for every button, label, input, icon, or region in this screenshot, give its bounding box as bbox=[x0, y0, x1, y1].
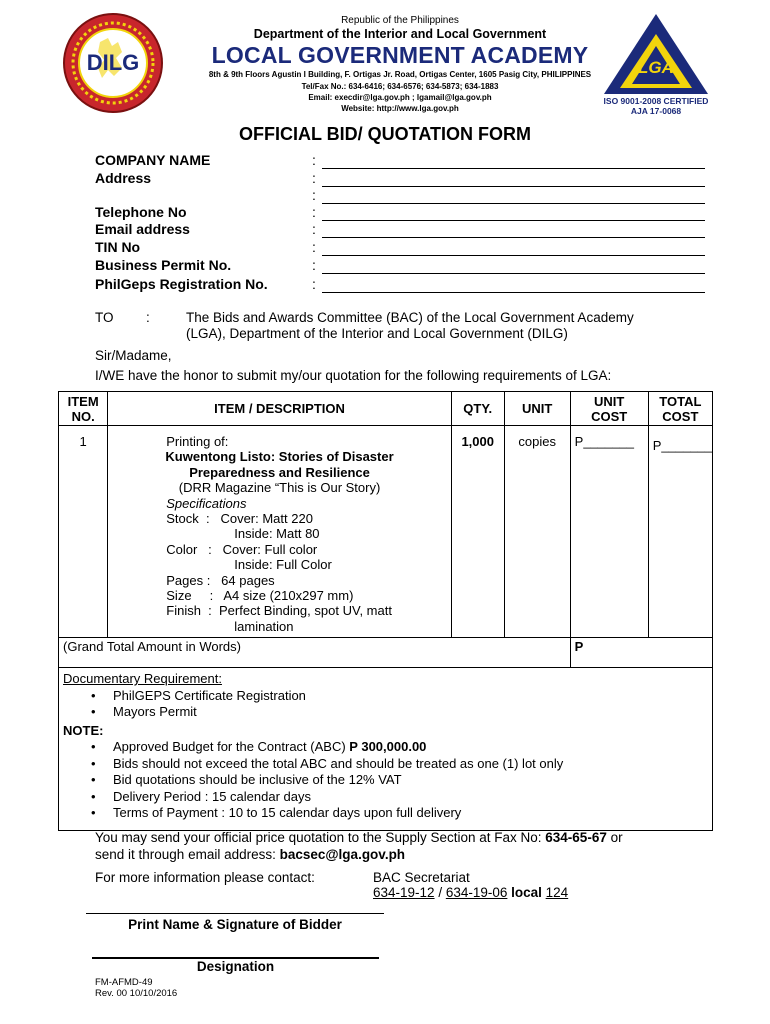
col-unit-cost bbox=[570, 392, 648, 426]
to-line-1: The Bids and Awards Committee (BAC) of the Local Government Academy bbox=[186, 310, 634, 325]
note-label: NOTE: bbox=[63, 722, 104, 738]
agency-address: 8th & 9th Floors Agustin I Building, F. Ortigas Jr. Road, Ortigas Center, 1605 Pasig City, PHILIPPINES bbox=[208, 70, 592, 79]
contact-label: For more information please contact: bbox=[95, 870, 315, 885]
list-item: • PhilGEPS Certificate Registration bbox=[113, 688, 708, 705]
business-permit-field[interactable] bbox=[322, 273, 705, 274]
total-cost-field[interactable]: P_______ bbox=[648, 426, 712, 638]
phone-1: 634-19-12 bbox=[373, 885, 435, 900]
spec-size: Size : A4 size (210x297 mm) bbox=[166, 588, 354, 604]
field-colon: : bbox=[312, 257, 316, 273]
list-item: • Terms of Payment : 10 to 15 calendar days upon full delivery bbox=[113, 805, 708, 822]
spec-pages: Pages : 64 pages bbox=[166, 572, 275, 588]
header-unit-text: UNIT bbox=[594, 393, 625, 409]
local-number: 124 bbox=[545, 885, 569, 900]
field-colon: : bbox=[312, 276, 316, 292]
agency-telfax: Tel/Fax No.: 634-6416; 634-6576; 634-5873; 634-1883 bbox=[301, 82, 499, 91]
address-field-1[interactable] bbox=[322, 186, 705, 187]
address-field-2[interactable] bbox=[322, 203, 705, 204]
department-line: Department of the Interior and Local Government bbox=[253, 27, 547, 41]
signature-label: Print Name & Signature of Bidder bbox=[128, 917, 342, 932]
send-email-text: send it through email address: bbox=[95, 847, 280, 862]
table-row bbox=[59, 426, 713, 638]
email-field[interactable] bbox=[322, 237, 705, 238]
list-item: • Bids should not exceed the total ABC and should be treated as one (1) lot only bbox=[113, 756, 708, 773]
magazine-title-1: Kuwentong Listo: Stories of Disaster bbox=[165, 449, 394, 465]
send-line-2 bbox=[95, 847, 405, 862]
telephone-label: Telephone No bbox=[95, 204, 187, 220]
phone-2: 634-19-06 bbox=[445, 885, 508, 900]
to-label: TO bbox=[95, 310, 114, 325]
notes-list bbox=[63, 739, 708, 822]
magazine-subtitle: (DRR Magazine “This is Our Story) bbox=[178, 480, 381, 496]
spec-color-inside: Inside: Full Color bbox=[234, 557, 332, 573]
grand-total-row bbox=[59, 638, 713, 668]
agency-name: LOCAL GOVERNMENT ACADEMY bbox=[211, 42, 589, 68]
header-no-text: NO. bbox=[71, 408, 95, 424]
business-permit-label: Business Permit No. bbox=[95, 257, 232, 273]
list-item bbox=[113, 739, 708, 756]
send-text: You may send your official price quotation to the Supply Section at Fax No: bbox=[95, 830, 546, 845]
list-item: • Delivery Period : 15 calendar days bbox=[113, 789, 708, 806]
specifications-label: Specifications bbox=[166, 495, 247, 511]
header-cost-text: COST bbox=[662, 408, 699, 424]
address-label: Address bbox=[95, 170, 152, 186]
revision: Rev. 00 10/10/2016 bbox=[95, 988, 178, 999]
col-total-cost bbox=[648, 392, 712, 426]
item-number: 1 bbox=[59, 426, 108, 638]
contact-name: BAC Secretariat bbox=[373, 870, 470, 885]
field-colon: : bbox=[312, 152, 316, 168]
company-name-label: COMPANY NAME bbox=[95, 152, 211, 168]
spec-stock: Stock : Cover: Matt 220 bbox=[166, 511, 313, 527]
printing-of: Printing of: bbox=[166, 434, 229, 449]
col-qty: QTY. bbox=[451, 392, 504, 426]
designation-label: Designation bbox=[196, 959, 275, 974]
iso-number: AJA 17-0068 bbox=[630, 106, 682, 116]
field-colon: : bbox=[312, 221, 316, 237]
unit-value: copies bbox=[504, 426, 570, 638]
republic-line: Republic of the Philippines bbox=[341, 15, 459, 26]
seal-text: DILG bbox=[86, 50, 140, 75]
company-name-field[interactable] bbox=[322, 168, 705, 169]
item-description bbox=[108, 426, 452, 638]
field-colon: : bbox=[312, 170, 316, 186]
philgeps-label: PhilGeps Registration No. bbox=[95, 276, 268, 292]
notes-row bbox=[59, 668, 713, 831]
magazine-title-2: Preparedness and Resilience bbox=[189, 464, 370, 480]
field-colon: : bbox=[312, 187, 316, 203]
requirements-table bbox=[58, 391, 713, 831]
list-item: • Bid quotations should be inclusive of the 12% VAT bbox=[113, 772, 708, 789]
phone-separator: / bbox=[434, 885, 446, 900]
quantity-value: 1,000 bbox=[451, 426, 504, 638]
dilg-seal-logo bbox=[62, 12, 164, 114]
col-description: ITEM / DESCRIPTION bbox=[108, 392, 452, 426]
spec-finish: Finish : Perfect Binding, spot UV, matt bbox=[166, 603, 392, 619]
signature-line[interactable] bbox=[86, 913, 384, 914]
to-colon: : bbox=[146, 310, 150, 325]
agency-website: Website: http://www.lga.gov.ph bbox=[341, 104, 459, 113]
philgeps-field[interactable] bbox=[322, 292, 705, 293]
col-item-no bbox=[59, 392, 108, 426]
tin-label: TIN No bbox=[95, 239, 141, 255]
header-cost-text: COST bbox=[591, 408, 628, 424]
grand-total-field[interactable]: P bbox=[570, 638, 712, 668]
abc-amount: P 300,000.00 bbox=[349, 739, 427, 755]
bac-email: bacsec@lga.gov.ph bbox=[279, 847, 406, 862]
lga-logo-text: LGA bbox=[638, 58, 674, 77]
telephone-field[interactable] bbox=[322, 220, 705, 221]
local-label: local bbox=[507, 885, 546, 900]
abc-text: Approved Budget for the Contract (ABC) bbox=[113, 739, 350, 755]
documentary-requirements-list bbox=[63, 688, 708, 721]
spec-color: Color : Cover: Full color bbox=[166, 541, 318, 557]
table-header-row bbox=[59, 392, 713, 426]
header-item-text: ITEM bbox=[67, 393, 99, 409]
spec-finish-cont: lamination bbox=[234, 618, 294, 634]
header-total-text: TOTAL bbox=[659, 393, 702, 409]
to-line-2: (LGA), Department of the Interior and Local Government (DILG) bbox=[186, 326, 568, 341]
contact-phones bbox=[373, 885, 568, 900]
send-text-or: or bbox=[606, 830, 623, 845]
send-line-1 bbox=[95, 830, 695, 845]
intro-text: I/WE have the honor to submit my/our quotation for the following requirements of LGA: bbox=[95, 368, 612, 383]
iso-certification: ISO 9001-2008 CERTIFIED bbox=[603, 96, 709, 106]
documentary-requirement-label: Documentary Requirement: bbox=[63, 671, 222, 687]
agency-email: Email: execdir@lga.gov.ph ; lgamail@lga.gov.ph bbox=[308, 93, 492, 102]
unit-cost-field[interactable]: P_______ bbox=[570, 426, 648, 638]
field-colon: : bbox=[312, 239, 316, 255]
col-unit: UNIT bbox=[504, 392, 570, 426]
notes-cell bbox=[59, 668, 713, 831]
email-label: Email address bbox=[95, 221, 190, 237]
tin-field[interactable] bbox=[322, 255, 705, 256]
spec-stock-inside: Inside: Matt 80 bbox=[234, 526, 320, 542]
fax-number: 634-65-67 bbox=[545, 830, 607, 845]
form-title: OFFICIAL BID/ QUOTATION FORM bbox=[239, 124, 531, 144]
salutation: Sir/Madame, bbox=[95, 348, 172, 363]
list-item: • Mayors Permit bbox=[113, 704, 708, 721]
field-colon: : bbox=[312, 204, 316, 220]
form-number: FM-AFMD-49 bbox=[95, 977, 153, 988]
grand-total-label: (Grand Total Amount in Words) bbox=[59, 638, 571, 668]
